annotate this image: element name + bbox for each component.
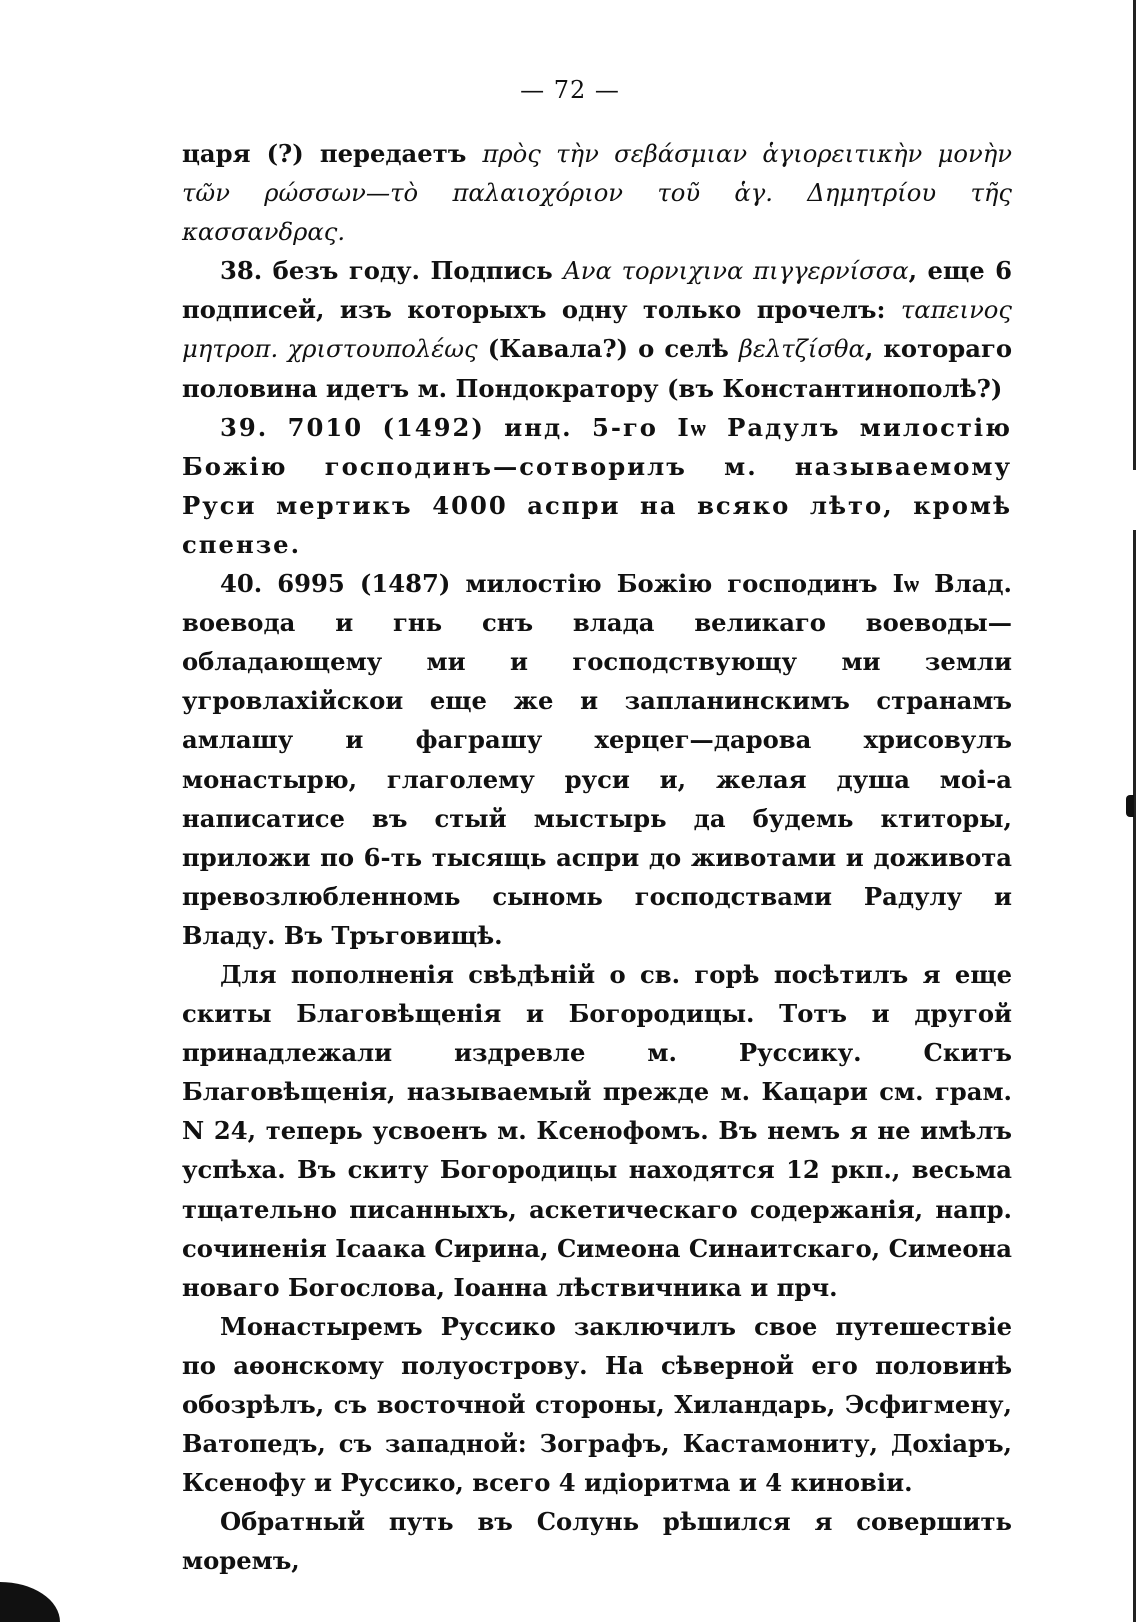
paragraph-7 — [182, 1502, 1012, 1580]
paragraph-1 — [182, 134, 1012, 251]
paragraph-5 — [182, 955, 1012, 1307]
paragraph-2-part-7: , котораго половина идетъ м. Пондократору (въ Константинополѣ?) — [182, 334, 1012, 403]
paragraph-2-part-1: 38. безъ году. Подпись — [220, 256, 564, 286]
paragraph-2-part-5: (Кавала?) о селѣ — [477, 334, 739, 364]
paragraph-5-part-1: Для пополненія свѣдѣній о св. горѣ посѣтилъ я еще скиты Благовѣщенія и Богородицы. Тотъ и другой принадлежали издревле м. Руссику. Скитъ Благовѣщенія, называемый прежде м. Кацари см. грам. N 24, теперь усвоенъ м. Ксенофомъ. Въ немъ я не имѣлъ успѣха. Въ скиту Богородицы находятся 12 ркп., весьма тщательно писанныхъ, аскетическаго содержанія, напр. сочиненія Ісаака Сирина, Симеона Синаитскаго, Симеона новаго Богослова, Іоанна лѣствичника и прч. — [182, 959, 1012, 1302]
paragraph-7-part-1: Обратный путь въ Солунь рѣшился я совершить моремъ, — [182, 1507, 1012, 1576]
paragraph-2 — [182, 251, 1012, 407]
scan-edge-mark — [1126, 795, 1134, 817]
paragraph-3 — [182, 408, 1012, 564]
paragraph-6 — [182, 1307, 1012, 1502]
paragraph-2-part-6: βελτζίσθα — [738, 334, 865, 364]
paragraph-4-part-1: 40. 6995 (1487) милостію Божію господинъ Іѡ Влад. воевода и гнь снъ влада великаго воеводы—обладающему ми и господствующу ми земли угровлахійскои еще же и запланинскимъ странамъ амлашу и фаграшу херцег—дарова хрисовулъ монастырю, глаголему руси и, желая душа моі-а написатисе въ стый мыстырь да будемь ктиторы, приложи по 6-ть тысящь аспри до животами и доживота превозлюбленномь сыномь господствами Радулу и Владу. Въ Тръговищѣ. — [182, 569, 1012, 950]
paragraph-1-part-1: царя (?) передаетъ — [182, 139, 483, 168]
paragraph-3-part-1: 39. 7010 (1492) инд. 5-го Іѡ Радулъ милостію Божію господинъ—сотворилъ м. называемому Руси мертикъ 4000 аспри на всяко лѣто, кромѣ спензе. — [182, 412, 1012, 559]
paragraph-2-part-3: , еще 6 подписей, изъ которыхъ одну только прочелъ: — [182, 256, 1012, 325]
paragraph-2-part-4: ταπεινος μητροπ. χριστουπολέως — [182, 295, 1012, 364]
scan-edge-gap — [1131, 470, 1137, 530]
paragraph-1-part-2: πρὸς τὴν σεβάσμιαν ἁγιορειτικὴν μονὴν τῶν ρώσσων—τὸ παλαιοχόριον τοῦ ἁγ. Δημητρίου τῆς κασσανδρας. — [182, 139, 1012, 247]
paragraph-6-part-1: Монастыремъ Руссико заключилъ свое путешествіе по аѳонскому полуострову. На сѣверной его половинѣ обозрѣлъ, съ восточной стороны, Хиландарь, Эсфигмену, Ватопедъ, съ западной: Зографъ, Кастамониту, Дохіаръ, Ксенофу и Руссико, всего 4 идіоритма и 4 киновіи. — [182, 1311, 1012, 1498]
body-text — [182, 134, 1012, 1580]
paragraph-4 — [182, 564, 1012, 955]
page-number: — 72 — — [520, 76, 620, 104]
paragraph-2-part-2: Ανα τορνιχινα πιγγερνίσσα — [563, 256, 909, 286]
scan-corner-shadow — [0, 1582, 60, 1622]
